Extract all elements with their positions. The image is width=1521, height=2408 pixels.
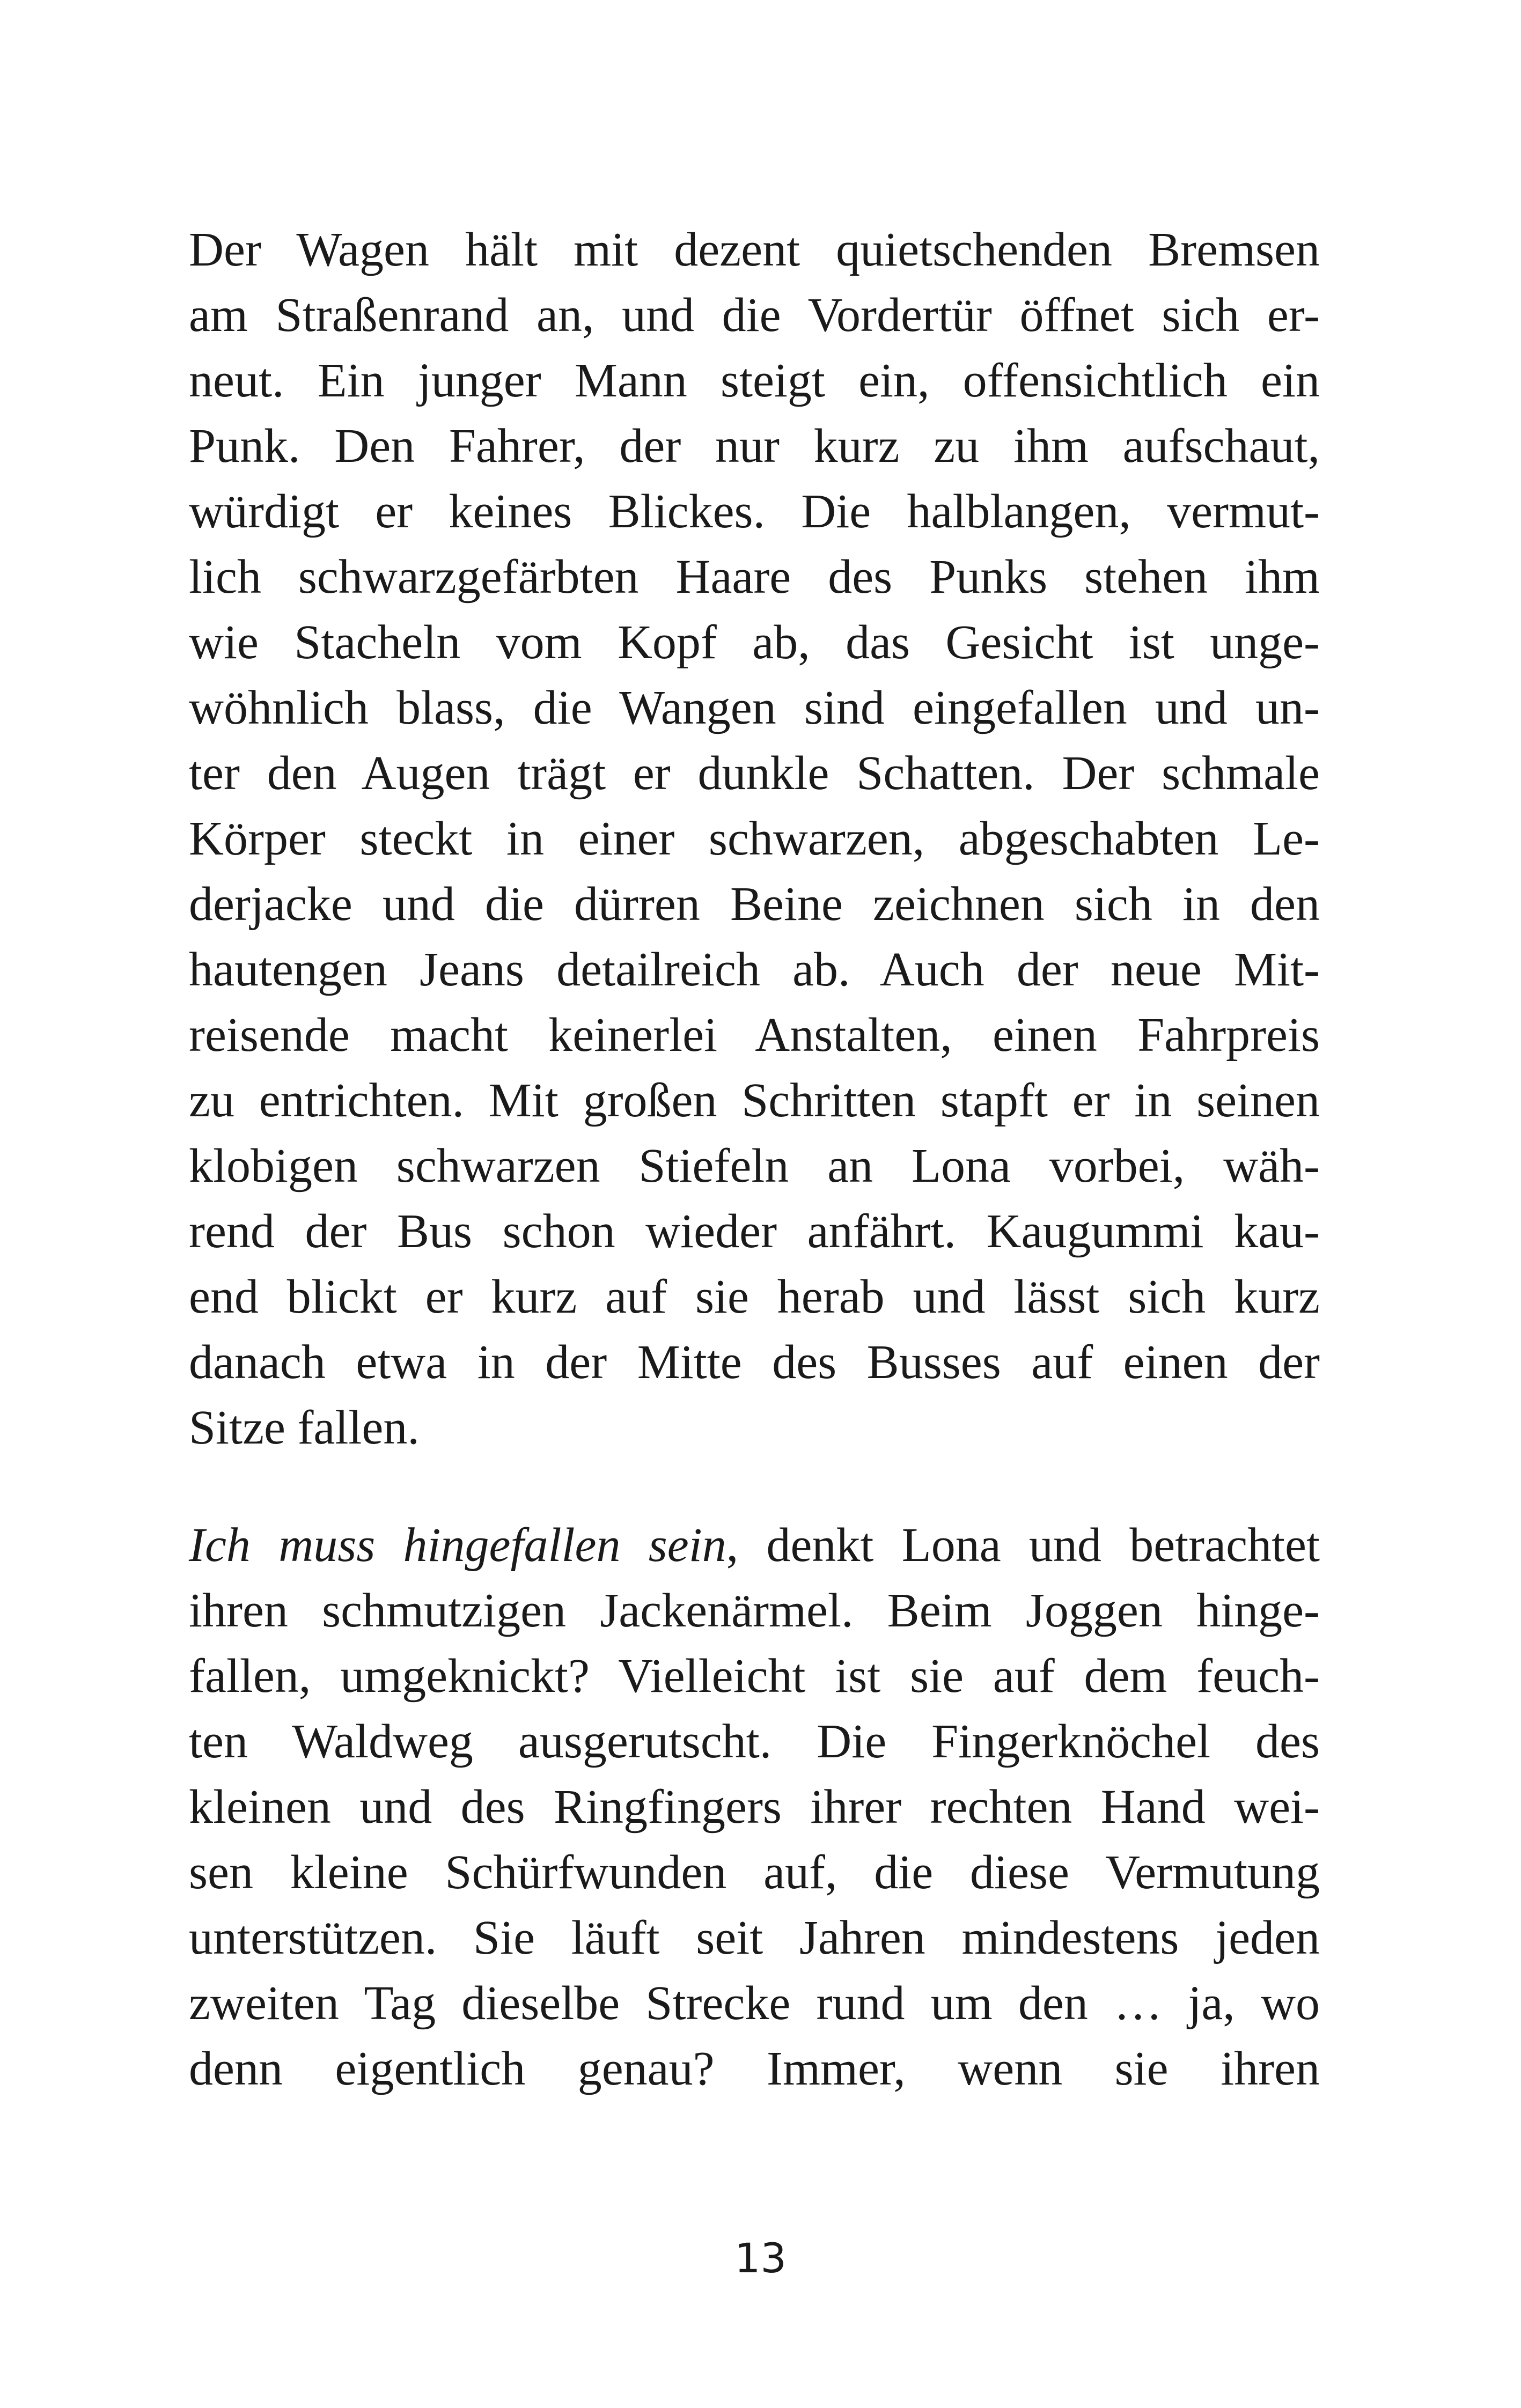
text-line: Körper steckt in einer schwarzen, abgeschabten Le- (189, 812, 1320, 865)
text-line: neut. Ein junger Mann steigt ein, offensichtlich ein (189, 354, 1320, 407)
text-line: fallen, umgeknickt? Vielleicht ist sie auf dem feuch- (189, 1649, 1320, 1703)
text-line: ter den Augen trägt er dunkle Schatten. Der schmale (189, 747, 1320, 800)
text-line: danach etwa in der Mitte des Busses auf einen der (189, 1336, 1320, 1389)
text-line: klobigen schwarzen Stiefeln an Lona vorbei, wäh- (189, 1139, 1320, 1192)
text-line: denn eigentlich genau? Immer, wenn sie ihren (189, 2042, 1320, 2095)
text-line: wöhnlich blass, die Wangen sind eingefallen und un- (189, 681, 1320, 734)
text-line: sen kleine Schürfwunden auf, die diese Vermutung (189, 1846, 1320, 1899)
text-line: derjacke und die dürren Beine zeichnen sich in den (189, 878, 1320, 931)
text-line: Sitze fallen. (189, 1401, 420, 1454)
text-line: end blickt er kurz auf sie herab und lässt sich kurz (189, 1270, 1320, 1323)
text-line: rend der Bus schon wieder anfährt. Kaugummi kau- (189, 1205, 1320, 1258)
text-line: zweiten Tag dieselbe Strecke rund um den … ja, wo (189, 1977, 1320, 2030)
text-line: am Straßenrand an, und die Vordertür öffnet sich er- (189, 289, 1320, 342)
paragraph-2 (189, 1513, 1320, 2102)
page-number: 13 (734, 2234, 787, 2282)
text-line: Der Wagen hält mit dezent quietschenden Bremsen (189, 223, 1320, 276)
text-line (189, 1513, 1320, 1578)
paragraph-1 (189, 217, 1320, 1461)
text-line: kleinen und des Ringfingers ihrer rechten Hand wei- (189, 1780, 1320, 1833)
text-line: reisende macht keinerlei Anstalten, einen Fahrpreis (189, 1008, 1320, 1062)
text-line: unterstützen. Sie läuft seit Jahren mindestens jeden (189, 1911, 1320, 1964)
italic-thought: Ich muss hingefallen sein (189, 1519, 726, 1572)
text-line: ten Waldweg ausgerutscht. Die Fingerknöchel des (189, 1715, 1320, 1768)
text-line: wie Stacheln vom Kopf ab, das Gesicht ist unge- (189, 616, 1320, 669)
text-line: lich schwarzgefärbten Haare des Punks stehen ihm (189, 550, 1320, 603)
text-line: ihren schmutzigen Jackenärmel. Beim Joggen hinge- (189, 1584, 1320, 1637)
text-run: , denkt Lona und betrachtet (726, 1519, 1320, 1572)
text-line: Punk. Den Fahrer, der nur kurz zu ihm aufschaut, (189, 419, 1320, 473)
text-line: hautengen Jeans detailreich ab. Auch der neue Mit- (189, 943, 1320, 996)
text-line: würdigt er keines Blickes. Die halblangen, vermut- (189, 485, 1320, 538)
text-line: zu entrichten. Mit großen Schritten stapft er in seinen (189, 1074, 1320, 1127)
